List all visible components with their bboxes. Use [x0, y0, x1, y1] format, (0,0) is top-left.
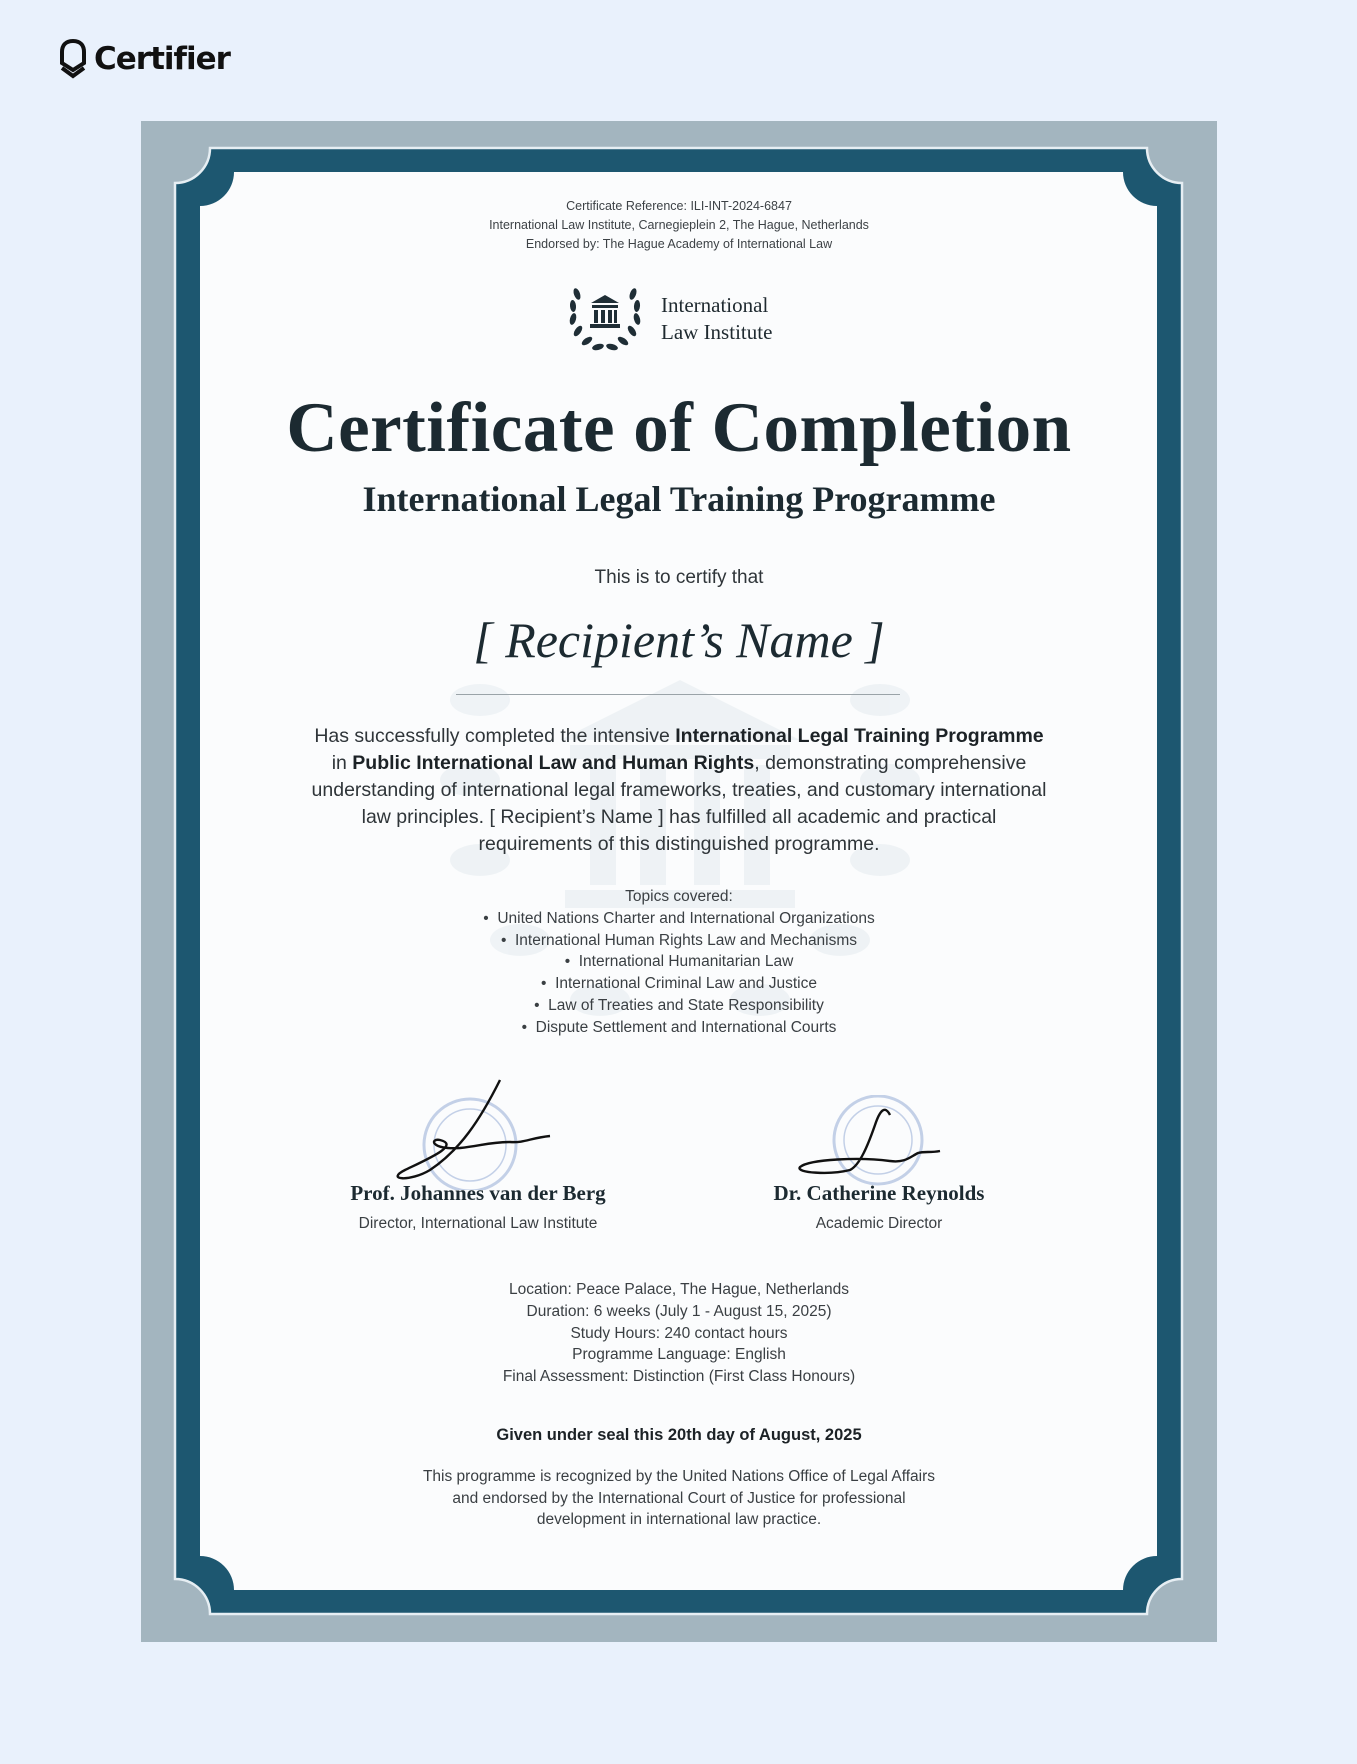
completion-statement	[310, 723, 1048, 858]
certify-text: This is to certify that	[594, 567, 764, 588]
brand-name: Certifier	[94, 41, 230, 77]
endorsement: Endorsed by: The Hague Academy of International Law	[525, 237, 833, 251]
recognition-footer	[229, 1466, 1129, 1531]
topic-item: • International Criminal Law and Justice	[541, 975, 817, 993]
institute-name-line1: International	[661, 293, 769, 317]
name-underline	[456, 694, 900, 695]
detail-assessment: Final Assessment: Distinction (First Class Honours)	[502, 1368, 856, 1386]
reference-block	[229, 197, 1129, 254]
detail-duration: Duration: 6 weeks (July 1 - August 15, 2025)	[526, 1302, 832, 1320]
programme-details	[229, 1279, 1129, 1388]
stamp-left	[424, 1099, 516, 1190]
certificate-subtitle: International Legal Training Programme	[362, 479, 996, 519]
detail-language: Programme Language: English	[572, 1346, 786, 1364]
signatory-title: Director, International Law Institute	[358, 1215, 598, 1232]
institute-name	[661, 292, 772, 346]
signatory-title: Academic Director	[815, 1215, 943, 1232]
signature-left	[360, 1070, 580, 1190]
programme-name: International Legal Training Programme	[675, 725, 1044, 747]
body-text: , demonstrating comprehensive understanding of international legal frameworks, treaties, and customary international law principles. [ Recipient’s Name ] has fulfilled all academic and practical requirements of this distinguished programme.	[311, 752, 1047, 855]
detail-location: Location: Peace Palace, The Hague, Netherlands	[508, 1281, 850, 1298]
certificate-reference: Certificate Reference: ILI-INT-2024-6847	[566, 199, 792, 213]
body-text: Has successfully completed the intensive	[314, 725, 676, 747]
topic-item: • Law of Treaties and State Responsibility	[534, 996, 824, 1014]
body-text: in	[331, 752, 353, 774]
topic-item: • International Humanitarian Law	[564, 953, 794, 971]
institute-address: International Law Institute, Carnegieplein 2, The Hague, Netherlands	[489, 218, 869, 232]
topic-item: • Dispute Settlement and International Courts	[521, 1018, 837, 1036]
signatory-name: Prof. Johannes van der Berg	[350, 1181, 606, 1205]
detail-hours: Study Hours: 240 contact hours	[570, 1324, 788, 1342]
recipient-name: [ Recipient’s Name ]	[473, 612, 885, 668]
signature-right	[790, 1095, 980, 1195]
footer-line: development in international law practice.	[536, 1511, 822, 1528]
topics-list	[229, 886, 1129, 1039]
certificate-title: Certificate of Completion	[286, 389, 1072, 467]
footer-line: This programme is recognized by the United Nations Office of Legal Affairs	[422, 1468, 936, 1485]
seal-date: Given under seal this 20th day of August, 2025	[496, 1426, 862, 1444]
specialization: Public International Law and Human Rights	[352, 752, 755, 774]
topics-heading: Topics covered:	[625, 888, 733, 905]
footer-line: and endorsed by the International Court of Justice for professional	[452, 1489, 906, 1507]
topic-item: • International Human Rights Law and Mechanisms	[500, 931, 858, 949]
topic-item: • United Nations Charter and International Organizations	[483, 909, 875, 927]
signatory-name: Dr. Catherine Reynolds	[773, 1181, 985, 1205]
institute-emblem-icon	[567, 286, 643, 356]
institute-name-line2: Law Institute	[661, 320, 773, 344]
